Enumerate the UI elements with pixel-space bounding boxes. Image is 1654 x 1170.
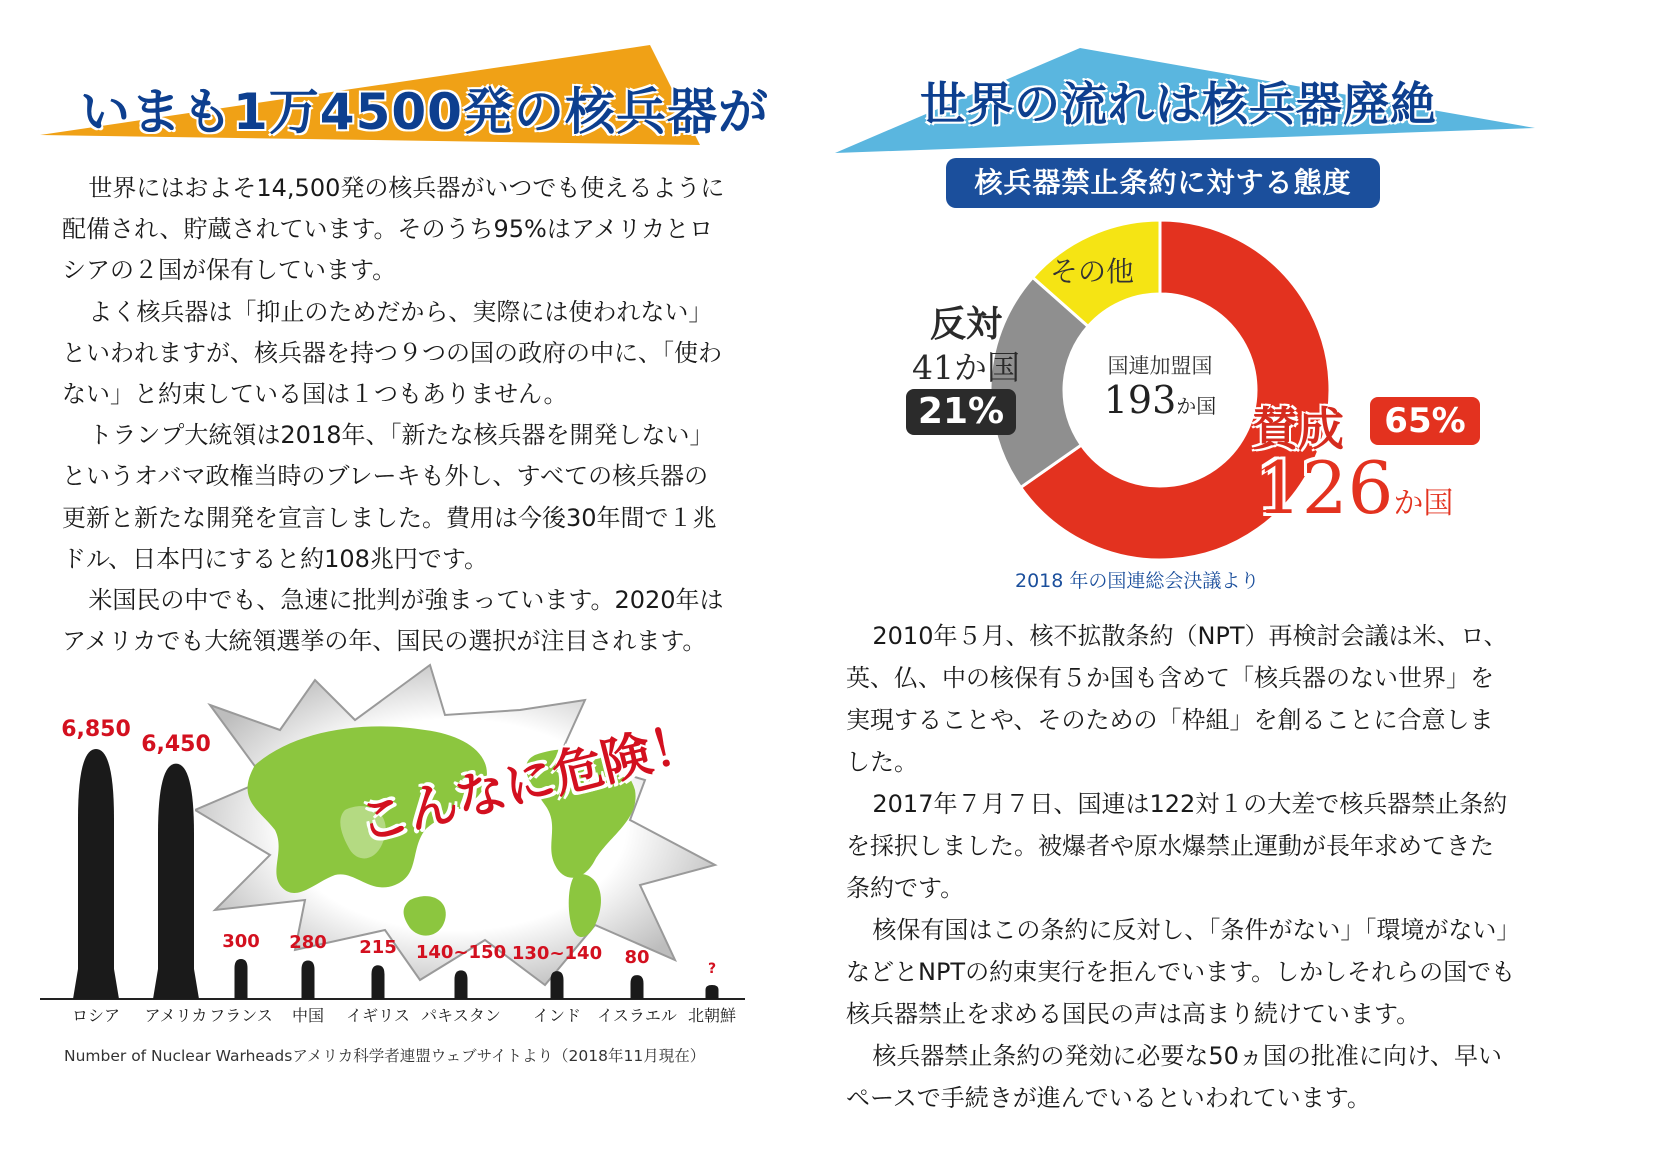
oppose-percent-badge: 21%: [906, 389, 1016, 435]
warhead-value-label: 130~140: [511, 943, 603, 965]
missile-bar: [302, 960, 315, 999]
missile-bar: [158, 764, 194, 999]
warhead-value-label: ?: [707, 961, 717, 977]
left-body-text: [62, 168, 732, 662]
warhead-value-label: 6,850: [61, 717, 131, 742]
warhead-value-label: 80: [624, 947, 650, 969]
donut-source: 2018 年の国連総会決議より: [1015, 570, 1260, 592]
right-title: 世界の流れは核兵器廃絶: [920, 77, 1437, 131]
right-paragraph-1: 2010年５月、核不拡散条約（NPT）再検討会議は米、ロ、英、仏、中の核保有５か国も含めて「核兵器のない世界」を実現することや、そのための「枠組」を創ることに合意しました。: [846, 622, 1508, 776]
warhead-value-label: 6,450: [141, 731, 211, 757]
country-label: ロシア: [71, 1006, 120, 1025]
missile-bar: [631, 975, 644, 999]
chart-source: Number of Nuclear Warheadsアメリカ科学者連盟ウェブサイトより（2018年11月現在）: [64, 1047, 706, 1065]
donut-center-label: 国連加盟国: [1107, 354, 1213, 378]
missile-bar: [455, 970, 468, 999]
missile-bar: [372, 965, 385, 999]
favor-count-unit: か国: [1393, 486, 1454, 521]
country-label: 中国: [291, 1006, 324, 1025]
favor-label: 賛成: [1252, 402, 1344, 456]
right-paragraph-2: 2017年７月７日、国連は122対１の大差で核兵器禁止条約を採択しました。被爆者や原水爆禁止運動が長年求めてきた条約です。: [846, 790, 1508, 902]
right-body-text: [846, 615, 1516, 1119]
missile-bar: [235, 959, 248, 999]
right-paragraph-4: 核兵器禁止条約の発効に必要な50ヵ国の批准に向け、早いペースで手続きが進んでいるといわれています。: [846, 1042, 1502, 1112]
oppose-label: 反対: [930, 303, 1003, 345]
country-label: イギリス: [346, 1006, 410, 1025]
right-paragraph-3: 核保有国はこの条約に反対し、「条件がない」「環境がない」などとNPTの約束実行を拒んでいます。しかしそれらの国でも核兵器禁止を求める国民の声は高まり続けています。: [846, 916, 1516, 1028]
warhead-value-label: 300: [222, 931, 260, 952]
missile-bar: [551, 971, 564, 999]
favor-percent-badge: 65%: [1370, 397, 1480, 445]
donut-center-number: 193: [1103, 378, 1177, 422]
country-label: フランス: [209, 1006, 273, 1025]
left-paragraph-1: 世界にはおよそ14,500発の核兵器がいつでも使えるように配備され、貯蔵されています。そのうち95%はアメリカとロシアの２国が保有しています。: [62, 174, 725, 285]
country-label: イスラエル: [597, 1006, 677, 1025]
left-title: いまも1万4500発の核兵器が: [80, 83, 769, 141]
donut-subtitle: 核兵器禁止条約に対する態度: [946, 158, 1380, 208]
missile-fin: [153, 969, 199, 999]
donut-center-unit: か国: [1176, 394, 1217, 418]
left-paragraph-3: トランプ大統領は2018年、「新たな核兵器を開発しない」というオバマ政権当時のブレーキも外し、すべての核兵器の更新と新たな開発を宣言しました。費用は今後30年間で１兆ドル、日本円にすると約108兆円です。: [62, 421, 717, 573]
country-label: アメリカ: [144, 1006, 208, 1025]
danger-text: こんなに危険！: [352, 712, 707, 853]
country-label: パキスタン: [421, 1006, 501, 1025]
oppose-count: 41か国: [912, 348, 1020, 387]
missile-bar: [706, 985, 719, 999]
country-label: インド: [532, 1006, 581, 1025]
missile-fin: [73, 969, 119, 999]
warhead-value-label: 140~150: [415, 942, 507, 964]
donut-center-count: [1080, 378, 1240, 422]
favor-count-number: 126: [1256, 446, 1394, 530]
warhead-value-label: 280: [289, 932, 327, 954]
left-paragraph-4: 米国民の中でも、急速に批判が強まっています。2020年はアメリカでも大統領選挙の年、国民の選択が注目されます。: [62, 586, 724, 656]
left-paragraph-2: よく核兵器は「抑止のためだから、実際には使われない」といわれますが、核兵器を持つ９つの国の政府の中に、「使わない」と約束している国は１つもありません。: [62, 297, 722, 409]
other-label: その他: [1050, 255, 1135, 288]
country-label: 北朝鮮: [687, 1006, 736, 1025]
warhead-value-label: 215: [359, 937, 397, 959]
missile-bar: [78, 749, 114, 999]
favor-count: [1256, 446, 1453, 530]
